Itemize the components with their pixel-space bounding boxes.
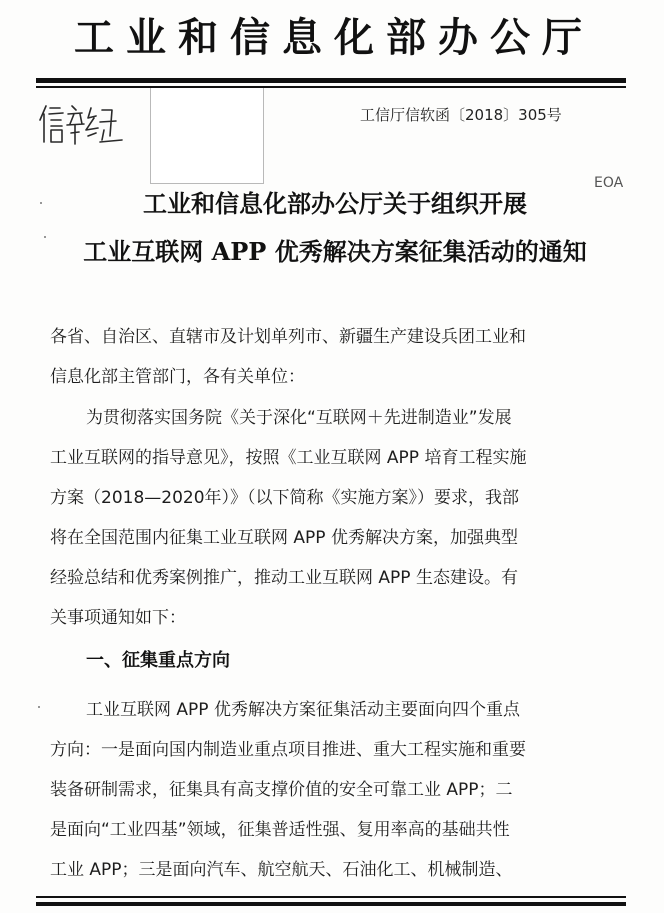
section-line: 工业互联网 APP 优秀解决方案征集活动主要面向四个重点 xyxy=(86,700,520,720)
redacted-box xyxy=(150,88,264,184)
document-number: 工信厅信软函〔2018〕305号 xyxy=(360,106,562,124)
letterhead-rule-thick xyxy=(36,78,626,83)
intro-line: 为贯彻落实国务院《关于深化“互联网＋先进制造业”发展 xyxy=(86,408,512,428)
intro-line: 经验总结和优秀案例推广，推动工业互联网 APP 生态建设。有 xyxy=(50,568,518,588)
intro-line: 方案（2018—2020年）》（以下简称《实施方案》）要求，我部 xyxy=(50,488,520,508)
intro-line: 工业互联网的指导意见》，按照《工业互联网 APP 培育工程实施 xyxy=(50,448,527,468)
section-line: 工业 APP；三是面向汽车、航空航天、石油化工、机械制造、 xyxy=(50,860,513,880)
section-line: 是面向“工业四基”领域，征集普适性强、复用率高的基础共性 xyxy=(50,820,510,840)
title-line-2: 工业互联网 APP 优秀解决方案征集活动的通知 xyxy=(83,237,587,266)
letterhead-rule-thin xyxy=(36,86,626,88)
letterhead-title: 工业和信息化部办公厅 xyxy=(74,14,594,61)
section-line: 装备研制需求，征集具有高支撑价值的安全可靠工业 APP；二 xyxy=(50,780,513,800)
footer-rule-thick xyxy=(36,902,626,906)
footer-rule-thin xyxy=(36,896,626,898)
intro-line: 将在全国范围内征集工业互联网 APP 优秀解决方案，加强典型 xyxy=(50,528,518,548)
intro-line: 关事项通知如下： xyxy=(50,608,186,628)
stamp-mark: EOA xyxy=(594,175,624,191)
title-line-1: 工业和信息化部办公厅关于组织开展 xyxy=(143,189,527,218)
section-heading: 一、征集重点方向 xyxy=(86,650,230,671)
scan-speck xyxy=(40,202,42,204)
addressee-line: 各省、自治区、直辖市及计划单列市、新疆生产建设兵团工业和 xyxy=(50,327,526,347)
section-line: 方向：一是面向国内制造业重点项目推进、重大工程实施和重要 xyxy=(50,740,526,760)
scan-speck xyxy=(38,706,40,708)
handwritten-note xyxy=(36,100,126,150)
scan-speck xyxy=(44,236,46,238)
addressee-line: 信息化部主管部门，各有关单位： xyxy=(50,367,305,387)
